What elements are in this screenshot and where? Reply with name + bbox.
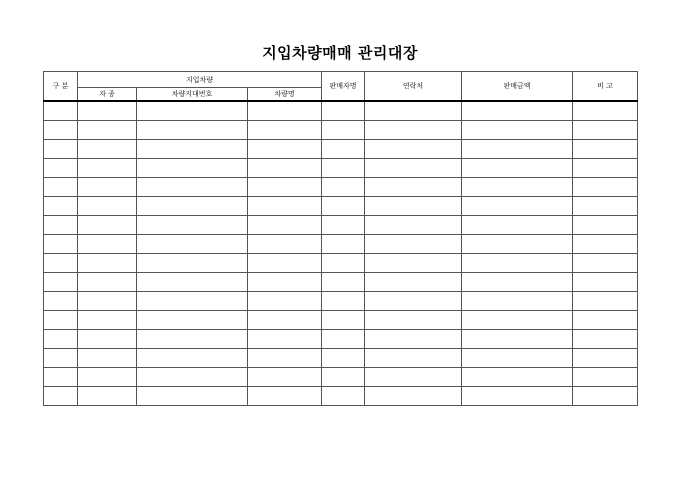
table-cell[interactable] [248, 387, 322, 406]
table-cell[interactable] [44, 101, 78, 121]
table-cell[interactable] [248, 101, 322, 121]
table-cell[interactable] [365, 101, 462, 121]
table-cell[interactable] [573, 273, 638, 292]
table-cell[interactable] [44, 292, 78, 311]
table-cell[interactable] [365, 159, 462, 178]
table-cell[interactable] [573, 292, 638, 311]
table-cell[interactable] [78, 140, 137, 159]
table-cell[interactable] [365, 140, 462, 159]
table-cell[interactable] [462, 292, 573, 311]
table-cell[interactable] [573, 349, 638, 368]
table-cell[interactable] [573, 368, 638, 387]
table-cell[interactable] [322, 368, 365, 387]
table-cell[interactable] [137, 140, 248, 159]
table-cell[interactable] [322, 178, 365, 197]
table-cell[interactable] [365, 387, 462, 406]
table-cell[interactable] [462, 273, 573, 292]
table-row [44, 216, 638, 235]
table-cell[interactable] [137, 121, 248, 140]
table-cell[interactable] [44, 349, 78, 368]
header-vehicle-type: 자 종 [78, 88, 137, 102]
table-cell[interactable] [44, 159, 78, 178]
table-cell[interactable] [44, 197, 78, 216]
table-cell[interactable] [462, 159, 573, 178]
table-cell[interactable] [78, 273, 137, 292]
table-cell[interactable] [137, 330, 248, 349]
table-cell[interactable] [462, 197, 573, 216]
table-cell[interactable] [462, 101, 573, 121]
table-cell[interactable] [248, 197, 322, 216]
table-cell[interactable] [365, 349, 462, 368]
table-cell[interactable] [573, 178, 638, 197]
table-cell[interactable] [248, 311, 322, 330]
table-cell[interactable] [365, 292, 462, 311]
table-cell[interactable] [462, 121, 573, 140]
table-cell[interactable] [137, 387, 248, 406]
table-cell[interactable] [365, 121, 462, 140]
table-cell[interactable] [78, 349, 137, 368]
table-row [44, 273, 638, 292]
table-cell[interactable] [462, 349, 573, 368]
document-title: 지입차량매매 관리대장 [262, 44, 418, 62]
header-vehicle-plate: 차량지대번호 [137, 88, 248, 102]
table-cell[interactable] [573, 121, 638, 140]
table-cell[interactable] [573, 387, 638, 406]
table-cell[interactable] [573, 197, 638, 216]
table-cell[interactable] [573, 311, 638, 330]
table-cell[interactable] [44, 216, 78, 235]
ledger-body [44, 101, 638, 406]
table-cell[interactable] [322, 101, 365, 121]
table-cell[interactable] [44, 235, 78, 254]
table-cell[interactable] [78, 216, 137, 235]
table-cell[interactable] [137, 349, 248, 368]
table-cell[interactable] [248, 368, 322, 387]
table-row [44, 178, 638, 197]
table-cell[interactable] [573, 254, 638, 273]
table-cell[interactable] [78, 159, 137, 178]
table-cell[interactable] [137, 197, 248, 216]
table-cell[interactable] [78, 121, 137, 140]
table-cell[interactable] [365, 330, 462, 349]
table-cell[interactable] [322, 235, 365, 254]
table-cell[interactable] [462, 368, 573, 387]
table-cell[interactable] [78, 178, 137, 197]
table-cell[interactable] [44, 311, 78, 330]
table-cell[interactable] [365, 254, 462, 273]
table-cell[interactable] [573, 101, 638, 121]
table-cell[interactable] [248, 292, 322, 311]
table-row [44, 140, 638, 159]
table-cell[interactable] [137, 368, 248, 387]
table-cell[interactable] [44, 387, 78, 406]
table-cell[interactable] [322, 121, 365, 140]
table-cell[interactable] [462, 235, 573, 254]
table-cell[interactable] [137, 101, 248, 121]
header-vehicle-name: 차량명 [248, 88, 322, 102]
table-cell[interactable] [78, 197, 137, 216]
header-remarks: 비 고 [573, 72, 638, 102]
table-cell[interactable] [462, 311, 573, 330]
table-cell[interactable] [248, 121, 322, 140]
header-category: 구 분 [44, 72, 78, 102]
table-row [44, 349, 638, 368]
table-cell[interactable] [462, 178, 573, 197]
table-cell[interactable] [322, 159, 365, 178]
table-cell[interactable] [322, 292, 365, 311]
table-cell[interactable] [44, 330, 78, 349]
table-cell[interactable] [365, 178, 462, 197]
header-sale-amount: 판매금액 [462, 72, 573, 102]
table-cell[interactable] [322, 197, 365, 216]
table-cell[interactable] [137, 273, 248, 292]
table-cell[interactable] [137, 292, 248, 311]
table-cell[interactable] [462, 330, 573, 349]
table-cell[interactable] [78, 235, 137, 254]
table-cell[interactable] [365, 368, 462, 387]
table-cell[interactable] [248, 178, 322, 197]
table-row [44, 311, 638, 330]
table-cell[interactable] [573, 330, 638, 349]
table-row [44, 159, 638, 178]
table-row [44, 121, 638, 140]
vehicle-sales-ledger-table [43, 71, 638, 406]
table-cell[interactable] [322, 330, 365, 349]
table-cell[interactable] [78, 368, 137, 387]
table-cell[interactable] [248, 349, 322, 368]
header-leased-vehicle: 지입차량 [78, 72, 322, 88]
table-cell[interactable] [248, 216, 322, 235]
table-cell[interactable] [322, 387, 365, 406]
table-cell[interactable] [44, 368, 78, 387]
table-cell[interactable] [365, 273, 462, 292]
table-cell[interactable] [248, 140, 322, 159]
table-cell[interactable] [44, 178, 78, 197]
table-cell[interactable] [137, 311, 248, 330]
table-cell[interactable] [365, 216, 462, 235]
table-cell[interactable] [248, 159, 322, 178]
table-cell[interactable] [322, 349, 365, 368]
table-row [44, 330, 638, 349]
table-cell[interactable] [322, 140, 365, 159]
table-cell[interactable] [573, 140, 638, 159]
table-cell[interactable] [365, 311, 462, 330]
table-cell[interactable] [462, 387, 573, 406]
table-cell[interactable] [248, 330, 322, 349]
table-cell[interactable] [137, 216, 248, 235]
table-cell[interactable] [248, 254, 322, 273]
table-cell[interactable] [44, 140, 78, 159]
table-cell[interactable] [248, 273, 322, 292]
table-row [44, 197, 638, 216]
table-row [44, 292, 638, 311]
table-cell[interactable] [322, 311, 365, 330]
table-cell[interactable] [44, 121, 78, 140]
table-cell[interactable] [365, 235, 462, 254]
table-cell[interactable] [248, 235, 322, 254]
table-row [44, 235, 638, 254]
table-cell[interactable] [462, 140, 573, 159]
table-row [44, 387, 638, 406]
table-cell[interactable] [78, 387, 137, 406]
table-cell[interactable] [462, 216, 573, 235]
table-cell[interactable] [44, 254, 78, 273]
header-seller-name: 판매자명 [322, 72, 365, 102]
table-row [44, 368, 638, 387]
table-cell[interactable] [462, 254, 573, 273]
header-contact: 연락처 [365, 72, 462, 102]
table-cell[interactable] [573, 159, 638, 178]
table-cell[interactable] [78, 292, 137, 311]
table-cell[interactable] [573, 216, 638, 235]
table-cell[interactable] [137, 159, 248, 178]
table-cell[interactable] [573, 235, 638, 254]
table-cell[interactable] [44, 273, 78, 292]
table-cell[interactable] [365, 197, 462, 216]
table-cell[interactable] [78, 254, 137, 273]
table-cell[interactable] [322, 216, 365, 235]
table-row [44, 101, 638, 121]
table-cell[interactable] [137, 254, 248, 273]
table-row [44, 254, 638, 273]
table-cell[interactable] [78, 330, 137, 349]
table-cell[interactable] [137, 235, 248, 254]
table-cell[interactable] [137, 178, 248, 197]
table-cell[interactable] [78, 101, 137, 121]
table-cell[interactable] [322, 273, 365, 292]
table-cell[interactable] [78, 311, 137, 330]
table-cell[interactable] [322, 254, 365, 273]
